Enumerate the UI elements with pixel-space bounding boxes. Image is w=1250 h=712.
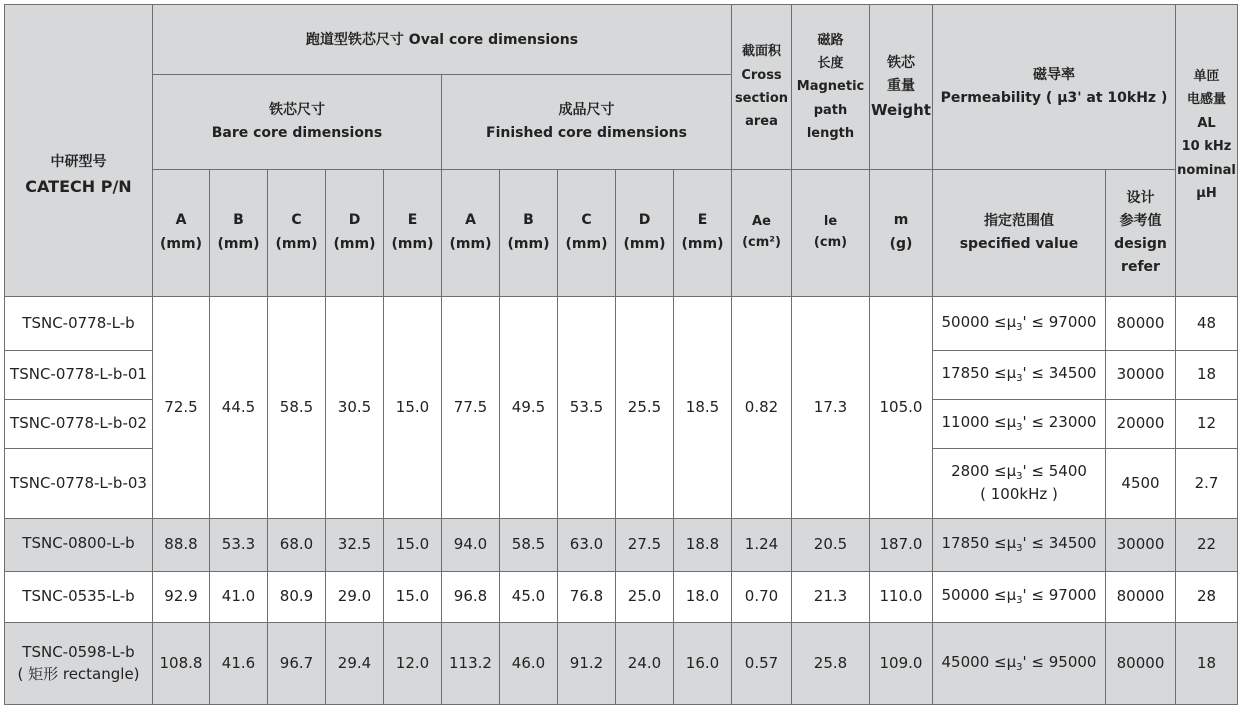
bare-c-header	[268, 170, 326, 297]
spec-range-cell	[933, 519, 1106, 572]
finished-c-cell: 53.5	[558, 297, 616, 519]
inductance-cell: 12	[1176, 400, 1238, 449]
unit-label: (mm)	[217, 236, 260, 252]
bare-d-cell: 32.5	[326, 519, 384, 572]
table-row	[5, 623, 1238, 705]
part-number-cell: TSNC-0778-L-b-03	[5, 449, 153, 519]
m-header	[870, 170, 933, 297]
bare-b-cell: 53.3	[210, 519, 268, 572]
spec-range-line	[933, 461, 1105, 485]
dim-label: B	[233, 212, 244, 229]
finished-c-cell: 63.0	[558, 519, 616, 572]
unit-label: (mm)	[391, 236, 434, 252]
bare-core-dimensions-header	[153, 75, 442, 170]
spec-range-cell	[933, 449, 1106, 519]
m-unit: (g)	[889, 236, 913, 252]
dim-label: C	[291, 212, 302, 229]
finished-c-header	[558, 170, 616, 297]
path-header-zh2: 长度	[817, 55, 844, 71]
spec-high: ≤ 5400	[1031, 461, 1087, 480]
le-header	[792, 170, 870, 297]
mu-subscript: 3	[1016, 543, 1023, 555]
finished-a-cell: 94.0	[442, 519, 500, 572]
design-refer-cell: 30000	[1106, 351, 1176, 400]
design-header-l1: 设计	[1126, 189, 1155, 206]
spec-high: ≤ 34500	[1031, 364, 1097, 383]
catalog-table-wrapper	[4, 4, 1238, 705]
bare-b-cell: 41.0	[210, 572, 268, 623]
weight-header-en: Weight	[871, 100, 931, 119]
weight-cell: 105.0	[870, 297, 933, 519]
mu-glyph: μ	[1006, 534, 1017, 553]
spec-low: 50000 ≤	[941, 586, 1007, 605]
mu-prime: '	[1022, 652, 1027, 671]
dim-label: A	[465, 212, 476, 229]
mu-symbol	[1006, 586, 1027, 607]
design-refer-cell: 80000	[1106, 623, 1176, 705]
mu-prime: '	[1022, 364, 1027, 383]
permeability-header-en: Permeability ( μ3' at 10kHz )	[940, 90, 1168, 106]
permeability-header	[933, 5, 1176, 170]
finished-b-header	[500, 170, 558, 297]
inductance-cell: 48	[1176, 297, 1238, 351]
inductance-header	[1176, 5, 1238, 297]
path-header-en3: length	[806, 126, 855, 142]
area-header-en2: section	[734, 91, 789, 106]
finished-e-cell: 18.5	[674, 297, 732, 519]
bare-d-cell: 30.5	[326, 297, 384, 519]
mu-subscript: 3	[1016, 470, 1023, 482]
inductance-header-l4: 10 kHz	[1181, 139, 1232, 155]
design-refer-cell: 20000	[1106, 400, 1176, 449]
design-header-l2: 参考值	[1119, 212, 1162, 229]
design-refer-cell: 30000	[1106, 519, 1176, 572]
bare-e-header	[384, 170, 442, 297]
spec-high: ≤ 34500	[1031, 534, 1097, 553]
finished-e-cell: 18.0	[674, 572, 732, 623]
finished-e-cell: 18.8	[674, 519, 732, 572]
finished-c-cell: 76.8	[558, 572, 616, 623]
table-row	[5, 519, 1238, 572]
mu-symbol	[1006, 364, 1027, 385]
finished-a-cell: 77.5	[442, 297, 500, 519]
weight-cell: 109.0	[870, 623, 933, 705]
mu-subscript: 3	[1016, 661, 1023, 673]
part-number: TSNC-0598-L-b	[22, 642, 135, 661]
part-number-cell: TSNC-0778-L-b-02	[5, 400, 153, 449]
le-unit: (cm)	[813, 235, 848, 250]
spec-high: ≤ 23000	[1031, 413, 1097, 432]
spec-range-cell	[933, 400, 1106, 449]
unit-label: (mm)	[623, 236, 666, 252]
spec-high: ≤ 97000	[1031, 586, 1097, 605]
unit-label: (mm)	[160, 236, 202, 252]
design-header-l3: design	[1114, 236, 1167, 252]
mu-prime: '	[1022, 413, 1027, 432]
unit-label: (mm)	[565, 236, 608, 252]
finished-d-header	[616, 170, 674, 297]
dim-label: E	[407, 212, 418, 229]
ae-unit: (cm²)	[742, 235, 781, 250]
weight-cell: 187.0	[870, 519, 933, 572]
permeability-header-zh: 磁导率	[1033, 66, 1075, 83]
bare-e-cell: 15.0	[384, 297, 442, 519]
spec-range-cell	[933, 351, 1106, 400]
mu-symbol	[1007, 462, 1027, 480]
magnetic-path-length-header	[792, 5, 870, 170]
finished-d-cell: 25.0	[616, 572, 674, 623]
inductance-header-l2: 电感量	[1186, 92, 1226, 108]
le-cell: 20.5	[792, 519, 870, 572]
bare-header-zh: 铁芯尺寸	[269, 101, 325, 118]
spec-low: 11000 ≤	[941, 413, 1007, 432]
bare-a-cell: 72.5	[153, 297, 210, 519]
finished-b-cell: 58.5	[500, 519, 558, 572]
bare-e-cell: 12.0	[384, 623, 442, 705]
finished-b-cell: 45.0	[500, 572, 558, 623]
bare-c-cell: 58.5	[268, 297, 326, 519]
bare-b-header	[210, 170, 268, 297]
finished-b-cell: 46.0	[500, 623, 558, 705]
area-header-zh: 截面积	[741, 44, 781, 60]
part-number-cell: TSNC-0535-L-b	[5, 572, 153, 623]
ae-cell: 0.57	[732, 623, 792, 705]
area-header-en1: Cross	[741, 67, 782, 83]
dim-label: E	[697, 212, 708, 229]
mu-glyph: μ	[1006, 413, 1017, 432]
unit-label: (mm)	[275, 236, 318, 252]
dim-label: A	[175, 212, 187, 229]
part-number-cell: TSNC-0778-L-b-01	[5, 351, 153, 400]
inductance-cell: 28	[1176, 572, 1238, 623]
inductance-header-l1: 单匝	[1193, 69, 1220, 84]
bare-a-header	[153, 170, 210, 297]
part-number-cell: TSNC-0778-L-b	[5, 297, 153, 351]
le-cell: 21.3	[792, 572, 870, 623]
spec-high: ≤ 97000	[1031, 312, 1097, 331]
finished-a-cell: 96.8	[442, 572, 500, 623]
le-cell: 17.3	[792, 297, 870, 519]
finished-a-header	[442, 170, 500, 297]
finished-d-cell: 24.0	[616, 623, 674, 705]
mu-symbol	[1006, 534, 1027, 555]
part-number-header-en: CATECH P/N	[25, 176, 132, 196]
dim-label: D	[638, 212, 651, 229]
spec-range-cell	[933, 297, 1106, 351]
finished-header-zh: 成品尺寸	[558, 101, 615, 118]
part-number-header-zh: 中研型号	[50, 153, 107, 170]
weight-header-zh1: 铁芯	[887, 54, 915, 71]
ae-cell: 0.82	[732, 297, 792, 519]
inductance-cell: 22	[1176, 519, 1238, 572]
bare-a-cell: 88.8	[153, 519, 210, 572]
mu-symbol	[1006, 413, 1027, 434]
dim-label: D	[348, 212, 361, 229]
core-weight-header	[870, 5, 933, 170]
mu-subscript: 3	[1016, 373, 1023, 385]
bare-e-cell: 15.0	[384, 519, 442, 572]
spec-high: ≤ 95000	[1031, 652, 1097, 671]
finished-header-en: Finished core dimensions	[486, 125, 687, 141]
path-header-en1: Magnetic	[796, 79, 865, 95]
inductance-cell: 18	[1176, 351, 1238, 400]
bare-d-cell: 29.4	[326, 623, 384, 705]
inductance-header-l6: μH	[1196, 185, 1217, 201]
finished-d-cell: 27.5	[616, 519, 674, 572]
design-refer-cell: 80000	[1106, 297, 1176, 351]
m-label: m	[893, 212, 909, 229]
mu-glyph: μ	[1006, 652, 1017, 671]
bare-e-cell: 15.0	[384, 572, 442, 623]
area-header-en3: area	[745, 114, 778, 130]
finished-e-header	[674, 170, 732, 297]
bare-b-cell: 41.6	[210, 623, 268, 705]
le-cell: 25.8	[792, 623, 870, 705]
spec-range-cell	[933, 623, 1106, 705]
design-header-l4: refer	[1121, 259, 1160, 276]
mu-glyph: μ	[1006, 586, 1017, 605]
dim-label: C	[581, 212, 592, 229]
bare-b-cell: 44.5	[210, 297, 268, 519]
bare-d-cell: 29.0	[326, 572, 384, 623]
path-header-en2: path	[813, 102, 848, 118]
inductance-header-l5: nominal	[1177, 162, 1236, 178]
ae-label: Ae	[752, 214, 771, 230]
finished-core-dimensions-header	[442, 75, 732, 170]
ae-header	[732, 170, 792, 297]
design-refer-cell: 4500	[1106, 449, 1176, 519]
mu-prime: '	[1022, 586, 1027, 605]
mu-prime: '	[1022, 461, 1027, 480]
dim-label: B	[523, 212, 534, 229]
bare-c-cell: 68.0	[268, 519, 326, 572]
inductance-cell: 18	[1176, 623, 1238, 705]
oval-core-dimensions-header: 跑道型铁芯尺寸 Oval core dimensions	[153, 5, 732, 75]
finished-d-cell: 25.5	[616, 297, 674, 519]
mu-symbol	[1007, 313, 1027, 331]
unit-label: (mm)	[681, 236, 724, 252]
bare-c-cell: 80.9	[268, 572, 326, 623]
spec-low: 45000 ≤	[941, 652, 1007, 671]
mu-prime: '	[1022, 534, 1027, 553]
spec-note: ( 100kHz )	[980, 485, 1058, 504]
mu-subscript: 3	[1016, 595, 1023, 607]
spec-header-zh: 指定范围值	[984, 212, 1054, 229]
unit-label: (mm)	[507, 236, 550, 252]
cross-section-area-header	[732, 5, 792, 170]
inductance-cell: 2.7	[1176, 449, 1238, 519]
weight-header-zh2: 重量	[887, 77, 915, 94]
table-row	[5, 297, 1238, 351]
table-row	[5, 572, 1238, 623]
weight-cell: 110.0	[870, 572, 933, 623]
le-label: le	[823, 214, 838, 230]
spec-low: 17850 ≤	[941, 534, 1007, 553]
unit-label: (mm)	[449, 236, 492, 252]
specified-value-header	[933, 170, 1106, 297]
finished-e-cell: 16.0	[674, 623, 732, 705]
design-refer-header	[1106, 170, 1176, 297]
bare-a-cell: 108.8	[153, 623, 210, 705]
bare-header-en: Bare core dimensions	[211, 125, 383, 141]
mu-glyph: μ	[1006, 461, 1017, 480]
finished-b-cell: 49.5	[500, 297, 558, 519]
path-header-zh1: 磁路	[817, 32, 844, 48]
design-refer-cell: 80000	[1106, 572, 1176, 623]
ae-cell: 0.70	[732, 572, 792, 623]
mu-subscript: 3	[1016, 422, 1023, 434]
spec-low: 17850 ≤	[941, 364, 1007, 383]
bare-d-header	[326, 170, 384, 297]
oval-core-spec-table	[4, 4, 1238, 705]
part-number-header	[5, 5, 153, 297]
mu-subscript: 3	[1016, 321, 1023, 333]
spec-range-cell	[933, 572, 1106, 623]
finished-c-cell: 91.2	[558, 623, 616, 705]
inductance-header-l3: AL	[1197, 115, 1216, 131]
mu-glyph: μ	[1006, 312, 1017, 331]
unit-label: (mm)	[333, 236, 376, 252]
finished-a-cell: 113.2	[442, 623, 500, 705]
mu-glyph: μ	[1006, 364, 1017, 383]
spec-header-en: specified value	[959, 236, 1079, 252]
bare-a-cell: 92.9	[153, 572, 210, 623]
part-number-cell: TSNC-0800-L-b	[5, 519, 153, 572]
ae-cell: 1.24	[732, 519, 792, 572]
bare-c-cell: 96.7	[268, 623, 326, 705]
part-number-cell	[5, 623, 153, 705]
spec-low: 2800 ≤	[951, 461, 1007, 480]
part-number-note: ( 矩形 rectangle)	[17, 664, 140, 683]
mu-prime: '	[1022, 312, 1027, 331]
mu-symbol	[1007, 653, 1027, 671]
spec-low: 50000 ≤	[941, 312, 1007, 331]
